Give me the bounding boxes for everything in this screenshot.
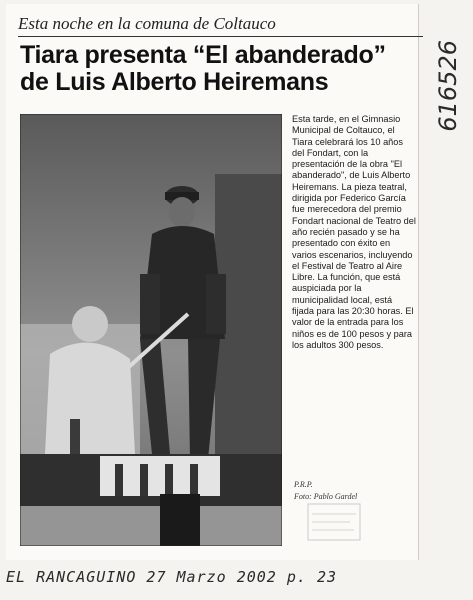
faded-stamp <box>306 500 364 546</box>
handwritten-source-note: EL RANCAGUINO 27 Marzo 2002 p. 23 <box>6 568 338 586</box>
photo-credit: Foto: Pablo Gardel <box>294 492 358 501</box>
stage-photo-image <box>20 114 282 546</box>
kicker: Esta noche en la comuna de Coltauco <box>18 14 276 33</box>
author-initials: P.R.P. <box>294 480 313 489</box>
headline: Tiara presenta “El abanderado” de Luis Alberto Heiremans <box>20 41 386 96</box>
stamp-icon <box>306 500 364 546</box>
news-clipping <box>6 4 419 560</box>
stage-photo <box>20 114 282 546</box>
handwritten-side-code: 616526 <box>434 40 462 132</box>
kicker-rule <box>18 36 423 37</box>
article-body: Esta tarde, en el Gimnasio Municipal de Coltauco, el Tiara celebrará los 10 años del Fondart, con la presentación de la obra "El abanderado", de Luis Alberto Heiremans. La pieza teatral, dirigida por Federico García fue merecedora del premio Fondart nacional de Teatro del año recién pasado y se ha presentado con éxito en varios escenarios, incluyendo el Festival de Teatro al Aire Libre. La función, que está auspiciada por la municipalidad local, está fijada para las 20:30 horas. El valor de la entrada para los niños es de 100 pesos y para los adultos 300 pesos. <box>292 114 416 350</box>
